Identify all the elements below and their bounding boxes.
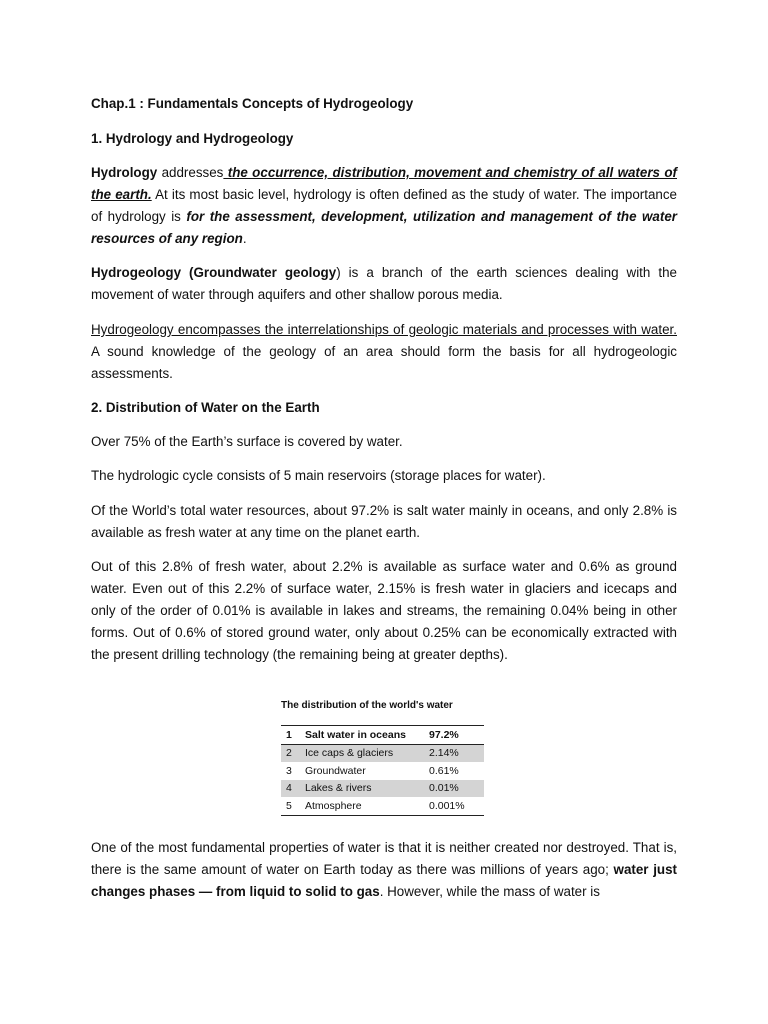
phase-change-emphasis: water just changes phases — from liquid to solid to gas [91, 862, 678, 899]
table-row: 3 Groundwater 0.61% [286, 764, 459, 777]
table-row: 1 Salt water in oceans 97.2% [281, 726, 484, 745]
hydrogeology-paragraph: Hydrogeology (Groundwater geology) is a branch of the earth sciences dealing with the movement of water through aquifers and other shallow porous media. [91, 265, 677, 302]
table-row: 5 Atmosphere 0.001% [281, 797, 484, 815]
hydrology-term: Hydrology [91, 165, 158, 180]
water-distribution-table [281, 697, 487, 816]
water-resources-paragraph: Of the World’s total water resources, about 97.2% is salt water mainly in oceans, and only 2.8% is available as fresh water at any time on the planet earth. [91, 503, 677, 540]
hydrogeology-scope-underlined: Hydrogeology encompasses the interrelationships of geologic materials and processes with water. [91, 322, 677, 337]
hydrology-definition: the occurrence, distribution, movement and chemistry of all waters of the earth. [91, 165, 677, 202]
distribution-table-grid [281, 725, 484, 816]
table-row: 4 Lakes & rivers 0.01% [281, 780, 484, 798]
table-caption: The distribution of the world's water [281, 700, 453, 711]
hydrology-importance: for the assessment, development, utilization and management of the water resources of any region [91, 209, 677, 246]
hydrogeology-term: Hydrogeology (Groundwater geology [91, 265, 337, 280]
surface-coverage-paragraph: Over 75% of the Earth’s surface is covered by water. [91, 434, 403, 449]
hydrology-paragraph: Hydrology addresses the occurrence, distribution, movement and chemistry of all waters of the earth. At its most basic level, hydrology is often defined as the study of water. The importance of hydrology is for the assessment, development, utilization and management of the water resources of any region. [91, 165, 677, 246]
section-2-heading: 2. Distribution of Water on the Earth [91, 400, 320, 415]
hydrologic-cycle-paragraph: The hydrologic cycle consists of 5 main reservoirs (storage places for water). [91, 468, 546, 483]
page-title: Chap.1 : Fundamentals Concepts of Hydrogeology [91, 96, 414, 111]
closing-paragraph: One of the most fundamental properties of water is that it is neither created nor destroyed. That is, there is the same amount of water on Earth today as there was millions of years ago; water just changes phases — from liquid to solid to gas. However, while the mass of water is [91, 840, 678, 899]
section-1-heading: 1. Hydrology and Hydrogeology [91, 131, 294, 146]
hydrogeology-scope-paragraph: Hydrogeology encompasses the interrelationships of geologic materials and processes with water. A sound knowledge of the geology of an area should form the basis for all hydrogeologic assessments. [91, 322, 677, 381]
table-row: 2 Ice caps & glaciers 2.14% [281, 744, 484, 762]
fresh-water-paragraph: Out of this 2.8% of fresh water, about 2.2% is available as surface water and 0.6% as ground water. Even out of this 2.2% of surface water, 2.15% is fresh water in glaciers and icecaps and only of the order of 0.01% is available in lakes and streams, the remaining 0.04% being in other forms. Out of 0.6% of stored ground water, only about 0.25% can be economically extracted with the present drilling technology (the remaining being at greater depths). [91, 559, 677, 662]
